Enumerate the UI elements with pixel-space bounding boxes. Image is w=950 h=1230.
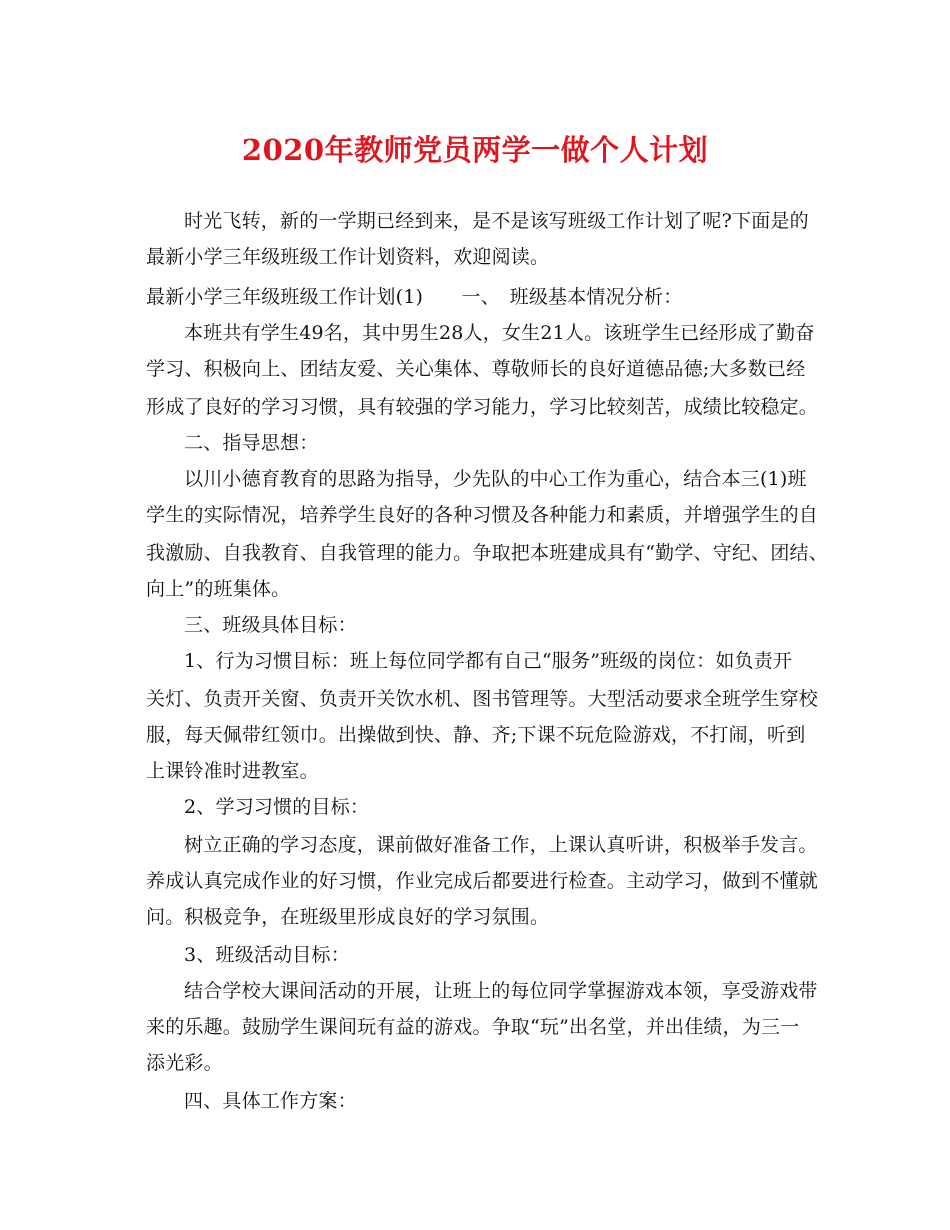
section-heading: 二、指导思想： (184, 432, 319, 454)
body-line: 本班共有学生49名，其中男生28人，女生21人。该班学生已经形成了勤奋 (184, 322, 815, 344)
document-title: 2020年教师党员两学一做个人计划 (241, 133, 709, 167)
body-line: 形成了良好的学习习惯，具有较强的学习能力，学习比较刻苦，成绩比较稳定。 (146, 396, 819, 418)
body-line: 最新小学三年级班级工作计划(1) 一、 班级基本情况分析： (146, 286, 683, 308)
section-heading: 三、班级具体目标： (184, 614, 357, 636)
body-line: 上课铃准时进教室。 (146, 760, 319, 782)
body-line: 最新小学三年级班级工作计划资料，欢迎阅读。 (146, 246, 550, 268)
body-line: 树立正确的学习态度，课前做好准备工作，上课认真听讲，积极举手发言。 (184, 834, 818, 856)
section-heading: 3、班级活动目标： (184, 944, 350, 966)
body-line: 向上”的班集体。 (146, 578, 291, 600)
body-line: 养成认真完成作业的好习惯，作业完成后都要进行检查。主动学习，做到不懂就 (146, 870, 819, 892)
body-line: 来的乐趣。鼓励学生课间玩有益的游戏。争取“玩”出名堂，并出佳绩，为三一 (146, 1016, 800, 1038)
body-line: 时光飞转，新的一学期已经到来，是不是该写班级工作计划了呢?下面是的 (184, 210, 809, 232)
body-line: 关灯、负责开关窗、负责开关饮水机、图书管理等。大型活动要求全班学生穿校 (146, 688, 819, 710)
body-line: 问。积极竞争，在班级里形成良好的学习氛围。 (146, 906, 550, 928)
section-heading: 2、学习习惯的目标： (184, 796, 370, 818)
body-line: 学生的实际情况，培养学生良好的各种习惯及各种能力和素质，并增强学生的自 (146, 504, 819, 526)
body-line: 添光彩。 (146, 1052, 223, 1074)
body-line: 我激励、自我教育、自我管理的能力。争取把本班建成具有“勤学、守纪、团结、 (146, 542, 828, 564)
body-line: 服，每天佩带红领巾。出操做到快、静、齐;下课不玩危险游戏，不打闹，听到 (146, 724, 806, 746)
section-heading: 四、具体工作方案： (184, 1090, 357, 1112)
body-line: 学习、积极向上、团结友爱、关心集体、尊敬师长的良好道德品德;大多数已经 (146, 358, 806, 380)
body-line: 以川小德育教育的思路为指导，少先队的中心工作为重心，结合本三(1)班 (184, 468, 807, 490)
body-line: 结合学校大课间活动的开展，让班上的每位同学掌握游戏本领，享受游戏带 (184, 980, 818, 1002)
body-line: 1、行为习惯目标：班上每位同学都有自己“服务”班级的岗位：如负责开 (184, 650, 793, 672)
